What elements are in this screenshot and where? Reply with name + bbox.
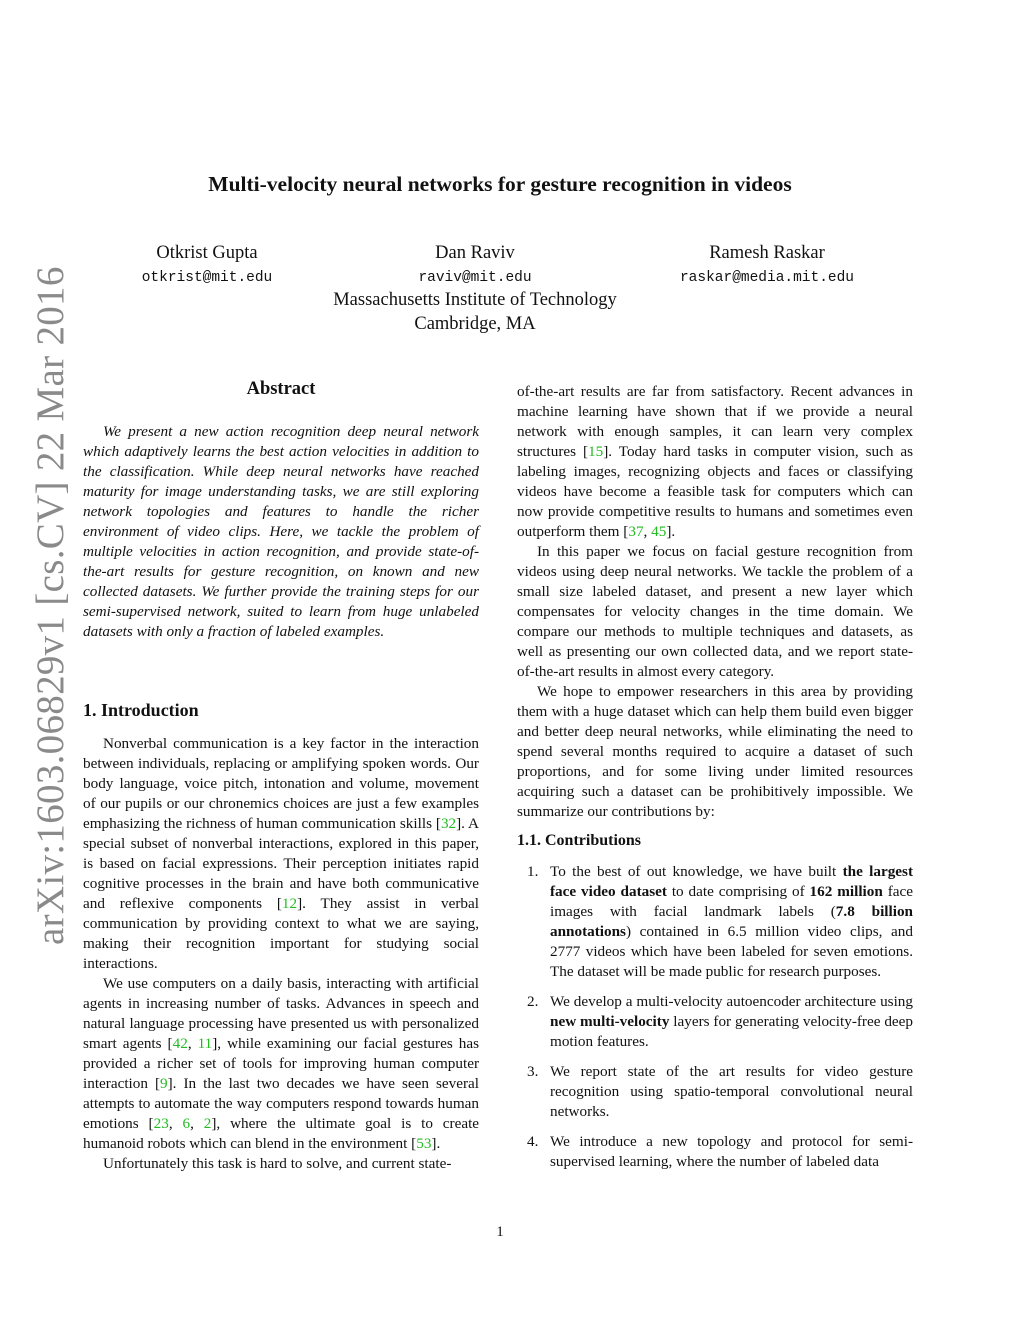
affiliation [0,288,950,336]
page-number: 1 [496,1224,504,1240]
section-heading-introduction: 1. Introduction [83,700,199,720]
arxiv-identifier: arXiv:1603.06829v1 [cs.CV] 22 Mar 2016 [29,266,72,945]
citation-link[interactable]: 12 [281,895,298,912]
subsection-heading-contributions: 1.1. Contributions [517,832,642,849]
abstract-body [83,422,479,642]
citation-link[interactable]: 2 [203,1115,212,1132]
intro-paragraph-2: We use computers on a daily basis, interacting with artificial agents in increasing number of tasks. Advances in speech and natural language processing have presented us with personalized smart agents [42, 11], while examining our facial gestures has provided a richer set of tools for improving human computer interaction [9]. In the last two decades we have seen several attempts to automate the way computers respond towards human emotions [23, 6, 2], where the ultimate goal is to create humanoid robots which can blend in the environment [53]. [83,975,480,1152]
intro-paragraph-3: Unfortunately this task is hard to solve, and current state- [103,1155,452,1172]
intro-paragraph-1: Nonverbal communication is a key factor in the interaction between individuals, replacing or amplifying spoken words. Our body language, voice pitch, intonation and volume, movement of our pupils or our chronemics choices are just a few examples emphasizing the richness of human communication skills [32]. A special subset of nonverbal interactions, explored in this paper, is based on facial expressions. Their perception initiates rapid cognitive processes in the brain and have both communicative and reflexive components [12]. They assist in verbal communication by providing context to what we are saying, making their recognition important for studying social interactions. [83,735,480,972]
citation-link[interactable]: 23 [153,1115,169,1132]
author-email: raviv@mit.edu [418,270,532,286]
right-paragraph-1: In this paper we focus on facial gesture recognition from videos using deep neural networks. We tackle the problem of a small size labeled dataset, and present a new layer which compensates for velocity changes in the time domain. We compare our methods to multiple techniques and datasets, as well as presenting our own collected data, and we report state-of-the-art results in almost every category. [517,543,913,680]
right-paragraph-continued: of-the-art results are far from satisfactory. Recent advances in machine learning have shown that if we provide a neural network with enough samples, it can learn very complex structures [15]. Today hard tasks in computer vision, such as labeling images, recognizing objects and faces or classifying videos have become a feasible task for computers which can now provide competitive results to humans and sometimes even outperform them [37, 45]. [517,383,913,540]
citation-link[interactable]: 32 [440,815,457,832]
contribution-item-1: 1. To the best of out knowledge, we have built the largest face video dataset to date comprising of 162 million face images with facial landmark labels (7.8 billion annotations) contained in 6.5 million video clips, and 2777 videos which have been labeled for seven emotions. The dataset will be made public for research purposes. [527,863,913,980]
affiliation-location: Cambridge, MA [414,314,536,334]
author-3 [647,242,887,286]
right-paragraph-2: We hope to empower researchers in this area by providing them with a huge dataset which can help them build even bigger and better deep neural networks, while eliminating the need to spend several months required to acquire a dataset of such proportions, and for some living under limited resources acquiring such a dataset can be prohibitively impossible. We summarize our contributions by: [517,683,913,820]
author-name: Dan Raviv [435,243,515,263]
author-email: raskar@media.mit.edu [679,270,855,286]
citation-link[interactable]: 45 [651,523,667,540]
abstract-text: We present a new action recognition deep neural network which adaptively learns the best action velocities in addition to the classification. While deep neural networks have reached maturity for image understanding tasks, we are still exploring network topologies and features to handle the richer environment of video clips. Here, we tackle the problem of multiple velocities in action recognition, and provide state-of-the-art results for gesture recognition, on known and new collected datasets. We further provide the training steps for our semi-supervised network, suited to learn from huge unlabeled datasets with only a fraction of labeled examples. [83,423,479,640]
right-column-body [517,382,913,822]
list-number: 2. [527,993,539,1010]
author-2 [355,242,595,286]
citation-link[interactable]: 6 [182,1115,191,1132]
author-1 [87,242,327,286]
abstract-heading: Abstract [246,379,316,399]
citation-link[interactable]: 53 [416,1135,432,1152]
list-number: 4. [527,1133,539,1150]
list-number: 1. [527,863,539,880]
citation-link[interactable]: 15 [588,443,604,460]
author-name: Otkrist Gupta [156,243,258,263]
citation-link[interactable]: 37 [628,523,644,540]
citation-link[interactable]: 42 [172,1035,188,1052]
paper-title: Multi-velocity neural networks for gesture recognition in videos [208,172,792,196]
citation-link[interactable]: 9 [160,1075,168,1092]
contribution-item-4: 4. We introduce a new topology and protocol for semi-supervised learning, where the number of labeled data [527,1133,913,1170]
introduction-body [83,734,479,1174]
affiliation-institution: Massachusetts Institute of Technology [333,290,617,310]
list-number: 3. [527,1063,539,1080]
author-email: otkrist@mit.edu [141,270,273,286]
citation-link[interactable]: 11 [197,1035,213,1052]
contributions-list [527,862,913,1172]
author-name: Ramesh Raskar [709,243,825,263]
contribution-item-2: 2. We develop a multi-velocity autoencoder architecture using new multi-velocity layers for generating velocity-free deep motion features. [527,993,913,1050]
contribution-item-3: 3. We report state of the art results for video gesture recognition using spatio-temporal convolutional neural networks. [527,1063,913,1120]
